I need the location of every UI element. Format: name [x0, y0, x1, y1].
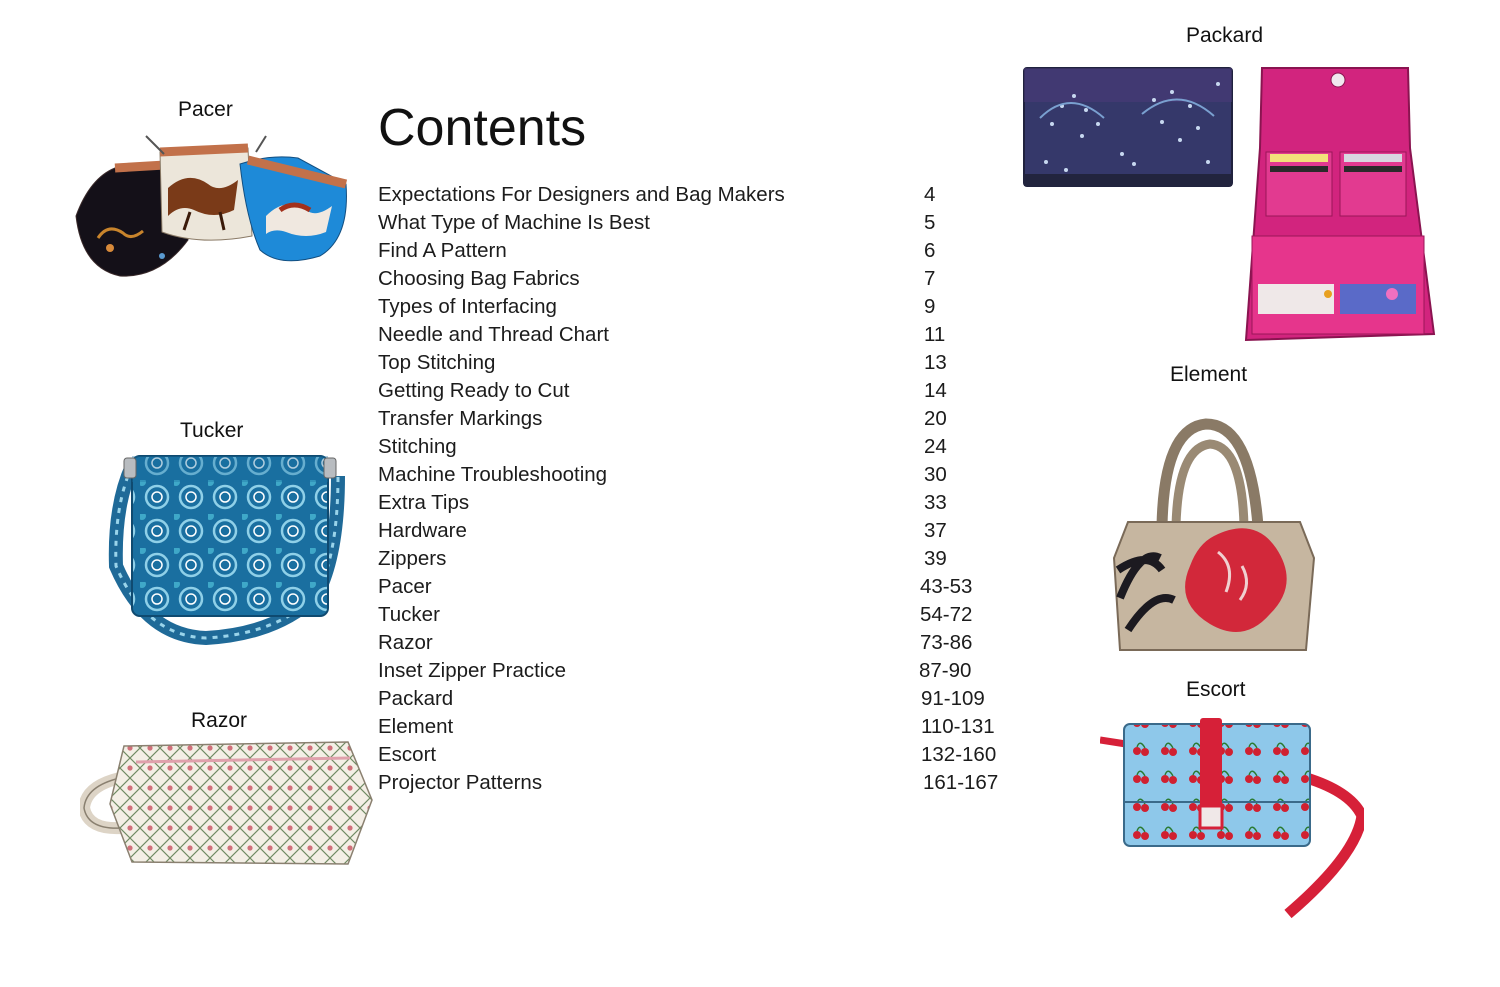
toc-entry-page: 33: [924, 491, 947, 514]
toc-entry: [378, 211, 1018, 239]
toc-entry: [378, 659, 1018, 687]
toc-entry: [378, 603, 1018, 631]
toc-entry-title: Projector Patterns: [378, 771, 543, 794]
toc-entry-title: Extra Tips: [378, 491, 470, 514]
toc-entry-page: 4: [924, 183, 936, 206]
toc-entry-title: Escort: [378, 743, 437, 766]
toc-entry-page: 20: [924, 407, 947, 430]
toc-entry-page: 161-167: [923, 771, 999, 794]
toc-entry: [378, 519, 1018, 547]
packard-caption: Packard: [1186, 24, 1264, 47]
toc-entry: [378, 547, 1018, 575]
toc-entry: [378, 687, 1018, 715]
toc-entry-title: Machine Troubleshooting: [378, 463, 608, 486]
toc-entry-title: Choosing Bag Fabrics: [378, 267, 580, 290]
toc-entry: [378, 323, 1018, 351]
escort-caption: Escort: [1186, 678, 1246, 701]
toc-entry: [378, 379, 1018, 407]
toc-entry-page: 9: [924, 295, 936, 318]
tucker-bag-photo: [106, 446, 350, 646]
toc-entry-title: Stitching: [378, 435, 457, 458]
toc-entry: [378, 295, 1018, 323]
toc-entry: [378, 267, 1018, 295]
toc-entry-title: Element: [378, 715, 454, 738]
element-bag-photo: [1110, 418, 1316, 654]
toc-entry-page: 6: [924, 239, 936, 262]
toc-entry-page: 13: [924, 351, 947, 374]
packard-wallet-closed-photo: [1022, 66, 1234, 190]
toc-entry-title: Transfer Markings: [378, 407, 543, 430]
toc-entry: [378, 491, 1018, 519]
toc-entry: [378, 351, 1018, 379]
packard-wallet-open-photo: [1242, 66, 1436, 344]
toc-entry-title: Hardware: [378, 519, 467, 542]
toc-entry-page: 54-72: [920, 603, 973, 626]
toc-entry-page: 132-160: [921, 743, 997, 766]
page-title: Contents: [378, 99, 587, 157]
toc-entry-page: 110-131: [921, 715, 995, 738]
element-caption: Element: [1170, 363, 1248, 386]
toc-entry-page: 24: [924, 435, 947, 458]
toc-entry-page: 30: [924, 463, 947, 486]
toc-entry-title: Getting Ready to Cut: [378, 379, 570, 402]
toc-entry-title: Inset Zipper Practice: [378, 659, 566, 682]
toc-entry: [378, 239, 1018, 267]
razor-bag-photo: [80, 738, 376, 868]
toc-entry-title: Types of Interfacing: [378, 295, 557, 318]
toc-entry-title: Expectations For Designers and Bag Makers: [378, 183, 785, 206]
razor-caption: Razor: [191, 709, 248, 732]
toc-entry: [378, 743, 1018, 771]
toc-entry-title: Top Stitching: [378, 351, 496, 374]
toc-entry-page: 87-90: [919, 659, 972, 682]
toc-entry: [378, 183, 1018, 211]
pacer-bags-photo: [70, 128, 355, 280]
toc-entry-page: 73-86: [920, 631, 973, 654]
toc-entry-title: Tucker: [378, 603, 440, 626]
toc-entry: [378, 407, 1018, 435]
toc-entry: [378, 575, 1018, 603]
pacer-caption: Pacer: [178, 98, 233, 121]
tucker-caption: Tucker: [180, 419, 244, 442]
toc-entry: [378, 715, 1018, 743]
toc-entry-page: 5: [924, 211, 936, 234]
toc-entry-title: What Type of Machine Is Best: [378, 211, 650, 234]
toc-entry-page: 14: [924, 379, 947, 402]
toc-entry-title: Find A Pattern: [378, 239, 507, 262]
toc-entry: [378, 771, 1018, 799]
toc-entry-title: Razor: [378, 631, 433, 654]
toc-entry-page: 39: [924, 547, 947, 570]
toc-entry-title: Pacer: [378, 575, 432, 598]
escort-bag-photo: [1100, 706, 1364, 922]
toc-entry-page: 43-53: [920, 575, 973, 598]
toc-entry-page: 91-109: [921, 687, 985, 710]
toc-entry: [378, 435, 1018, 463]
toc-entry-page: 37: [924, 519, 947, 542]
toc-entry: [378, 463, 1018, 491]
toc-entry-page: 7: [924, 267, 936, 290]
toc-entry-title: Packard: [378, 687, 454, 710]
toc-entry-title: Needle and Thread Chart: [378, 323, 609, 346]
toc-entry-page: 11: [924, 323, 946, 346]
toc-entry-title: Zippers: [378, 547, 447, 570]
toc-entry: [378, 631, 1018, 659]
